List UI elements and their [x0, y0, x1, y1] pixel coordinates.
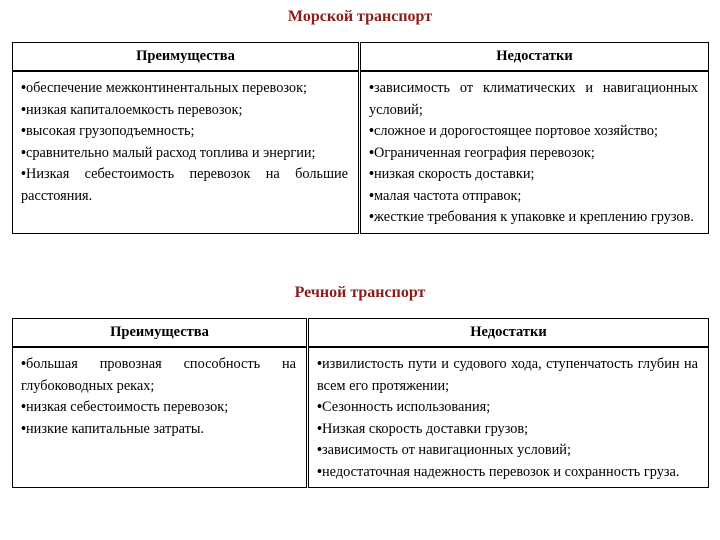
list-item: • высокая грузоподъемность; [21, 121, 348, 143]
list-item: • сравнительно малый расход топлива и энергии; [21, 143, 348, 165]
river-disadvantages-list [317, 354, 698, 483]
sea-disadvantages-header: Недостатки [360, 43, 709, 72]
list-item: • низкая скорость доставки; [369, 164, 698, 186]
list-item: • зависимость от навигационных условий; [317, 440, 698, 462]
sea-advantages-cell [13, 71, 360, 233]
list-item: • жесткие требования к упаковке и креплению грузов. [369, 207, 698, 229]
river-disadvantages-header: Недостатки [308, 319, 709, 348]
sea-advantages-list [21, 78, 348, 207]
list-item: • извилистость пути и судового хода, ступенчатость глубин на всем его протяжении; [317, 354, 698, 397]
list-item: • обеспечение межконтинентальных перевозок; [21, 78, 348, 100]
river-transport-table [12, 318, 709, 488]
sea-transport-title: Морской транспорт [287, 8, 433, 25]
river-transport-title: Речной транспорт [294, 284, 426, 301]
list-item: • Низкая скорость доставки грузов; [317, 419, 698, 441]
river-disadvantages-cell [308, 347, 709, 488]
river-advantages-cell [13, 347, 308, 488]
sea-advantages-header: Преимущества [13, 43, 360, 72]
list-item: • Ограниченная география перевозок; [369, 143, 698, 165]
list-item: • низкая капиталоемкость перевозок; [21, 100, 348, 122]
list-item: • низкая себестоимость перевозок; [21, 397, 296, 419]
sea-transport-table [12, 42, 709, 234]
river-advantages-list [21, 354, 296, 440]
list-item: • низкие капитальные затраты. [21, 419, 296, 441]
sea-disadvantages-list [369, 78, 698, 229]
river-advantages-header: Преимущества [13, 319, 308, 348]
list-item: • малая частота отправок; [369, 186, 698, 208]
list-item: • зависимость от климатических и навигационных условий; [369, 78, 698, 121]
list-item: • Сезонность использования; [317, 397, 698, 419]
list-item: • недостаточная надежность перевозок и сохранность груза. [317, 462, 698, 484]
list-item: • сложное и дорогостоящее портовое хозяйство; [369, 121, 698, 143]
list-item: • Низкая себестоимость перевозок на большие расстояния. [21, 164, 348, 207]
sea-disadvantages-cell [360, 71, 709, 233]
list-item: • большая провозная способность на глубоководных реках; [21, 354, 296, 397]
